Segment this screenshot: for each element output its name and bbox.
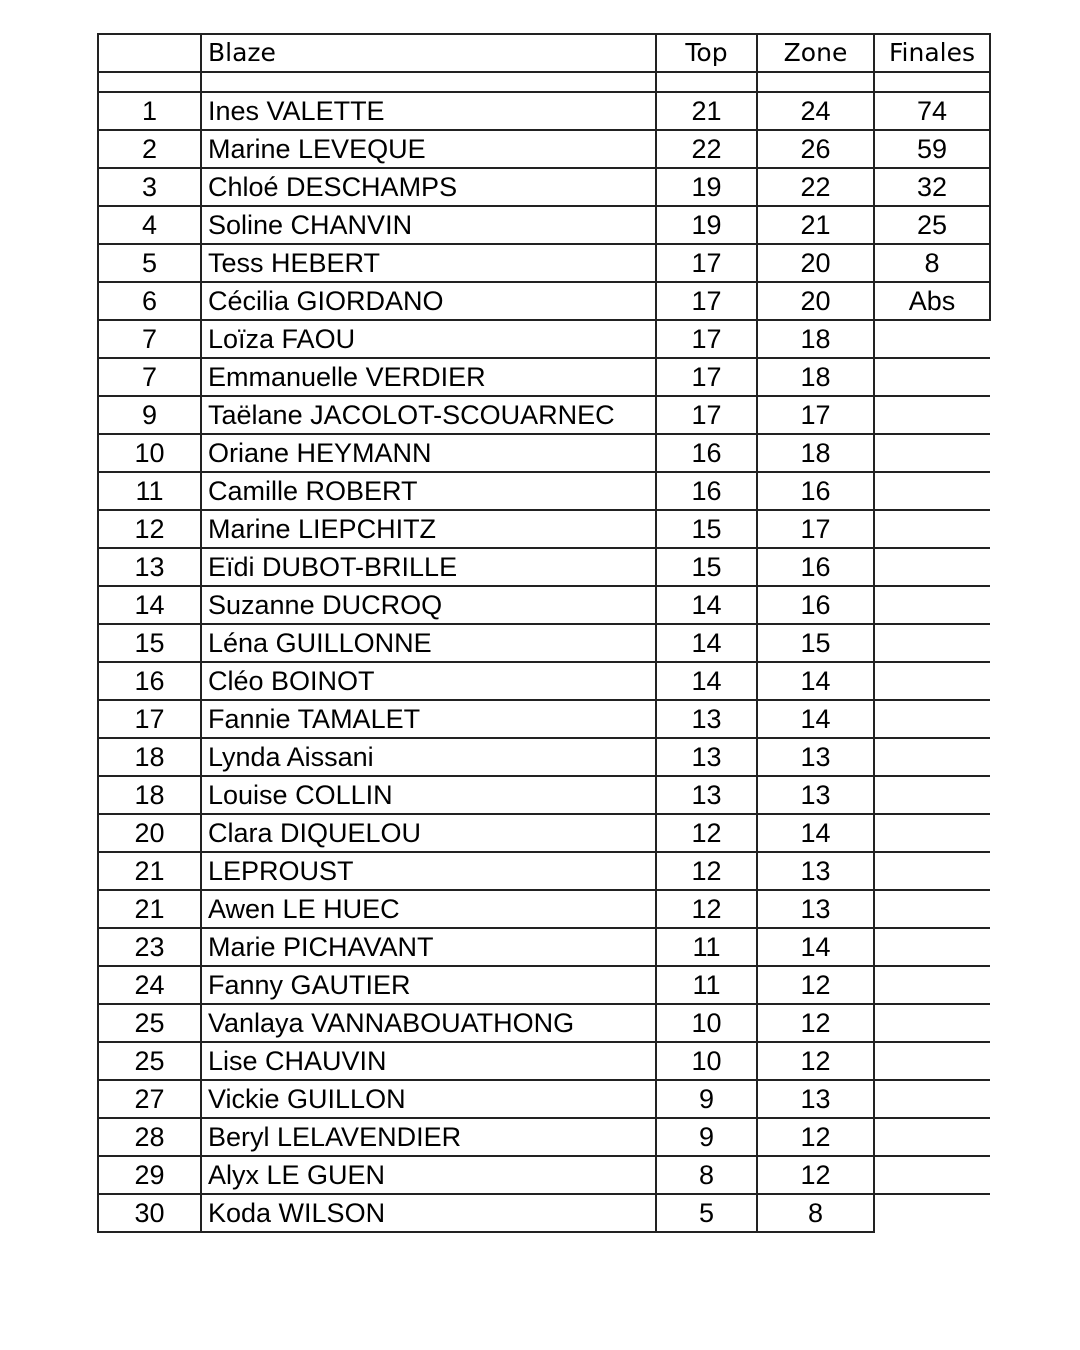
table-row: [98, 1156, 990, 1194]
top-cell: 19: [656, 206, 757, 244]
top-cell: 17: [656, 396, 757, 434]
zone-cell: 13: [757, 738, 874, 776]
athlete-name-cell: Oriane HEYMANN: [201, 434, 656, 472]
finales-cell: 25: [874, 206, 990, 244]
finales-cell: [874, 548, 990, 586]
zone-cell: 12: [757, 1156, 874, 1194]
rank-cell: 3: [98, 168, 201, 206]
finales-cell: [874, 510, 990, 548]
table-row: [98, 662, 990, 700]
rank-cell: 18: [98, 776, 201, 814]
top-cell: 10: [656, 1042, 757, 1080]
rank-cell: 24: [98, 966, 201, 1004]
table-row: [98, 624, 990, 662]
athlete-name-cell: Marine LEVEQUE: [201, 130, 656, 168]
athlete-name-cell: Vickie GUILLON: [201, 1080, 656, 1118]
table-row: [98, 700, 990, 738]
athlete-name-cell: Beryl LELAVENDIER: [201, 1118, 656, 1156]
finales-cell: [874, 434, 990, 472]
athlete-name-cell: Tess HEBERT: [201, 244, 656, 282]
zone-cell: 22: [757, 168, 874, 206]
rank-cell: 21: [98, 890, 201, 928]
zone-cell: 17: [757, 396, 874, 434]
name-column-header: Blaze: [201, 34, 656, 72]
zone-cell: 14: [757, 662, 874, 700]
finales-cell: [874, 738, 990, 776]
zone-cell: 13: [757, 776, 874, 814]
zone-cell: 16: [757, 548, 874, 586]
table-row: [98, 358, 990, 396]
athlete-name-cell: Soline CHANVIN: [201, 206, 656, 244]
table-row: [98, 168, 990, 206]
top-cell: 5: [656, 1194, 757, 1232]
zone-cell: 16: [757, 586, 874, 624]
top-cell: 13: [656, 738, 757, 776]
rank-cell: 5: [98, 244, 201, 282]
spacer-cell: [201, 72, 656, 92]
athlete-name-cell: Suzanne DUCROQ: [201, 586, 656, 624]
athlete-name-cell: Camille ROBERT: [201, 472, 656, 510]
zone-cell: 12: [757, 1042, 874, 1080]
zone-cell: 17: [757, 510, 874, 548]
table-row: [98, 1194, 990, 1232]
zone-cell: 15: [757, 624, 874, 662]
table-row: [98, 92, 990, 130]
rank-cell: 1: [98, 92, 201, 130]
rank-cell: 14: [98, 586, 201, 624]
top-column-header: Top: [656, 34, 757, 72]
spacer-cell: [874, 72, 990, 92]
rank-cell: 25: [98, 1004, 201, 1042]
rank-cell: 21: [98, 852, 201, 890]
table-row: [98, 890, 990, 928]
finales-cell: Abs: [874, 282, 990, 320]
results-table: [97, 33, 991, 1233]
finales-cell: [874, 776, 990, 814]
zone-cell: 13: [757, 852, 874, 890]
zone-column-header: Zone: [757, 34, 874, 72]
rank-column-header: [98, 34, 201, 72]
zone-cell: 24: [757, 92, 874, 130]
finales-column-header: Finales: [874, 34, 990, 72]
table-row: [98, 548, 990, 586]
finales-cell: [874, 358, 990, 396]
rank-cell: 30: [98, 1194, 201, 1232]
zone-cell: 14: [757, 814, 874, 852]
table-row: [98, 1004, 990, 1042]
top-cell: 10: [656, 1004, 757, 1042]
table-row: [98, 852, 990, 890]
athlete-name-cell: Ines VALETTE: [201, 92, 656, 130]
rank-cell: 11: [98, 472, 201, 510]
table-row: [98, 1042, 990, 1080]
athlete-name-cell: Louise COLLIN: [201, 776, 656, 814]
finales-cell: [874, 472, 990, 510]
finales-cell: 32: [874, 168, 990, 206]
athlete-name-cell: Loïza FAOU: [201, 320, 656, 358]
top-cell: 15: [656, 548, 757, 586]
athlete-name-cell: Léna GUILLONNE: [201, 624, 656, 662]
top-cell: 12: [656, 852, 757, 890]
athlete-name-cell: Vanlaya VANNABOUATHONG: [201, 1004, 656, 1042]
table-row: [98, 206, 990, 244]
zone-cell: 8: [757, 1194, 874, 1232]
top-cell: 13: [656, 776, 757, 814]
table-row: [98, 966, 990, 1004]
table-row: [98, 130, 990, 168]
finales-cell: 74: [874, 92, 990, 130]
table-row: [98, 282, 990, 320]
finales-cell: [874, 1156, 990, 1194]
top-cell: 14: [656, 662, 757, 700]
zone-cell: 21: [757, 206, 874, 244]
table-row: [98, 244, 990, 282]
zone-cell: 20: [757, 282, 874, 320]
spacer-row: [98, 72, 990, 92]
spacer-cell: [656, 72, 757, 92]
rank-cell: 15: [98, 624, 201, 662]
zone-cell: 16: [757, 472, 874, 510]
zone-cell: 13: [757, 890, 874, 928]
table-row: [98, 396, 990, 434]
top-cell: 13: [656, 700, 757, 738]
top-cell: 16: [656, 472, 757, 510]
athlete-name-cell: Cléo BOINOT: [201, 662, 656, 700]
top-cell: 17: [656, 282, 757, 320]
rank-cell: 10: [98, 434, 201, 472]
finales-cell: [874, 662, 990, 700]
table-row: [98, 1118, 990, 1156]
header-row: [98, 34, 990, 72]
finales-cell: [874, 1194, 990, 1232]
top-cell: 11: [656, 966, 757, 1004]
table-row: [98, 320, 990, 358]
finales-cell: [874, 1118, 990, 1156]
top-cell: 12: [656, 814, 757, 852]
athlete-name-cell: Chloé DESCHAMPS: [201, 168, 656, 206]
zone-cell: 18: [757, 434, 874, 472]
athlete-name-cell: Eïdi DUBOT-BRILLE: [201, 548, 656, 586]
athlete-name-cell: Lynda Aissani: [201, 738, 656, 776]
rank-cell: 4: [98, 206, 201, 244]
rank-cell: 12: [98, 510, 201, 548]
finales-cell: [874, 890, 990, 928]
finales-cell: 59: [874, 130, 990, 168]
rank-cell: 28: [98, 1118, 201, 1156]
top-cell: 15: [656, 510, 757, 548]
table-row: [98, 472, 990, 510]
finales-cell: [874, 624, 990, 662]
zone-cell: 20: [757, 244, 874, 282]
top-cell: 11: [656, 928, 757, 966]
spacer-cell: [98, 72, 201, 92]
table-row: [98, 434, 990, 472]
table-row: [98, 928, 990, 966]
rank-cell: 18: [98, 738, 201, 776]
athlete-name-cell: Koda WILSON: [201, 1194, 656, 1232]
top-cell: 19: [656, 168, 757, 206]
finales-cell: [874, 1080, 990, 1118]
finales-cell: [874, 396, 990, 434]
top-cell: 12: [656, 890, 757, 928]
athlete-name-cell: Alyx LE GUEN: [201, 1156, 656, 1194]
rank-cell: 23: [98, 928, 201, 966]
finales-cell: [874, 320, 990, 358]
top-cell: 9: [656, 1080, 757, 1118]
athlete-name-cell: Fannie TAMALET: [201, 700, 656, 738]
athlete-name-cell: Marie PICHAVANT: [201, 928, 656, 966]
rank-cell: 17: [98, 700, 201, 738]
rank-cell: 9: [98, 396, 201, 434]
top-cell: 17: [656, 358, 757, 396]
athlete-name-cell: Awen LE HUEC: [201, 890, 656, 928]
rank-cell: 2: [98, 130, 201, 168]
rank-cell: 7: [98, 320, 201, 358]
finales-cell: 8: [874, 244, 990, 282]
zone-cell: 18: [757, 358, 874, 396]
athlete-name-cell: Taëlane JACOLOT-SCOUARNEC: [201, 396, 656, 434]
athlete-name-cell: Marine LIEPCHITZ: [201, 510, 656, 548]
top-cell: 17: [656, 244, 757, 282]
athlete-name-cell: Cécilia GIORDANO: [201, 282, 656, 320]
finales-cell: [874, 814, 990, 852]
table-row: [98, 814, 990, 852]
athlete-name-cell: Lise CHAUVIN: [201, 1042, 656, 1080]
rank-cell: 6: [98, 282, 201, 320]
athlete-name-cell: Clara DIQUELOU: [201, 814, 656, 852]
athlete-name-cell: Emmanuelle VERDIER: [201, 358, 656, 396]
zone-cell: 12: [757, 1004, 874, 1042]
rank-cell: 25: [98, 1042, 201, 1080]
table-row: [98, 738, 990, 776]
athlete-name-cell: Fanny GAUTIER: [201, 966, 656, 1004]
table-row: [98, 586, 990, 624]
table-row: [98, 1080, 990, 1118]
finales-cell: [874, 966, 990, 1004]
finales-cell: [874, 586, 990, 624]
top-cell: 17: [656, 320, 757, 358]
finales-cell: [874, 1042, 990, 1080]
rank-cell: 13: [98, 548, 201, 586]
zone-cell: 14: [757, 928, 874, 966]
table-row: [98, 776, 990, 814]
finales-cell: [874, 1004, 990, 1042]
top-cell: 22: [656, 130, 757, 168]
rank-cell: 16: [98, 662, 201, 700]
table-row: [98, 510, 990, 548]
zone-cell: 13: [757, 1080, 874, 1118]
top-cell: 14: [656, 624, 757, 662]
top-cell: 21: [656, 92, 757, 130]
zone-cell: 12: [757, 966, 874, 1004]
zone-cell: 26: [757, 130, 874, 168]
zone-cell: 18: [757, 320, 874, 358]
athlete-name-cell: LEPROUST: [201, 852, 656, 890]
rank-cell: 29: [98, 1156, 201, 1194]
finales-cell: [874, 928, 990, 966]
finales-cell: [874, 700, 990, 738]
top-cell: 16: [656, 434, 757, 472]
spacer-cell: [757, 72, 874, 92]
top-cell: 8: [656, 1156, 757, 1194]
zone-cell: 12: [757, 1118, 874, 1156]
top-cell: 14: [656, 586, 757, 624]
finales-cell: [874, 852, 990, 890]
zone-cell: 14: [757, 700, 874, 738]
rank-cell: 7: [98, 358, 201, 396]
table-body: [98, 92, 990, 1232]
top-cell: 9: [656, 1118, 757, 1156]
rank-cell: 27: [98, 1080, 201, 1118]
rank-cell: 20: [98, 814, 201, 852]
